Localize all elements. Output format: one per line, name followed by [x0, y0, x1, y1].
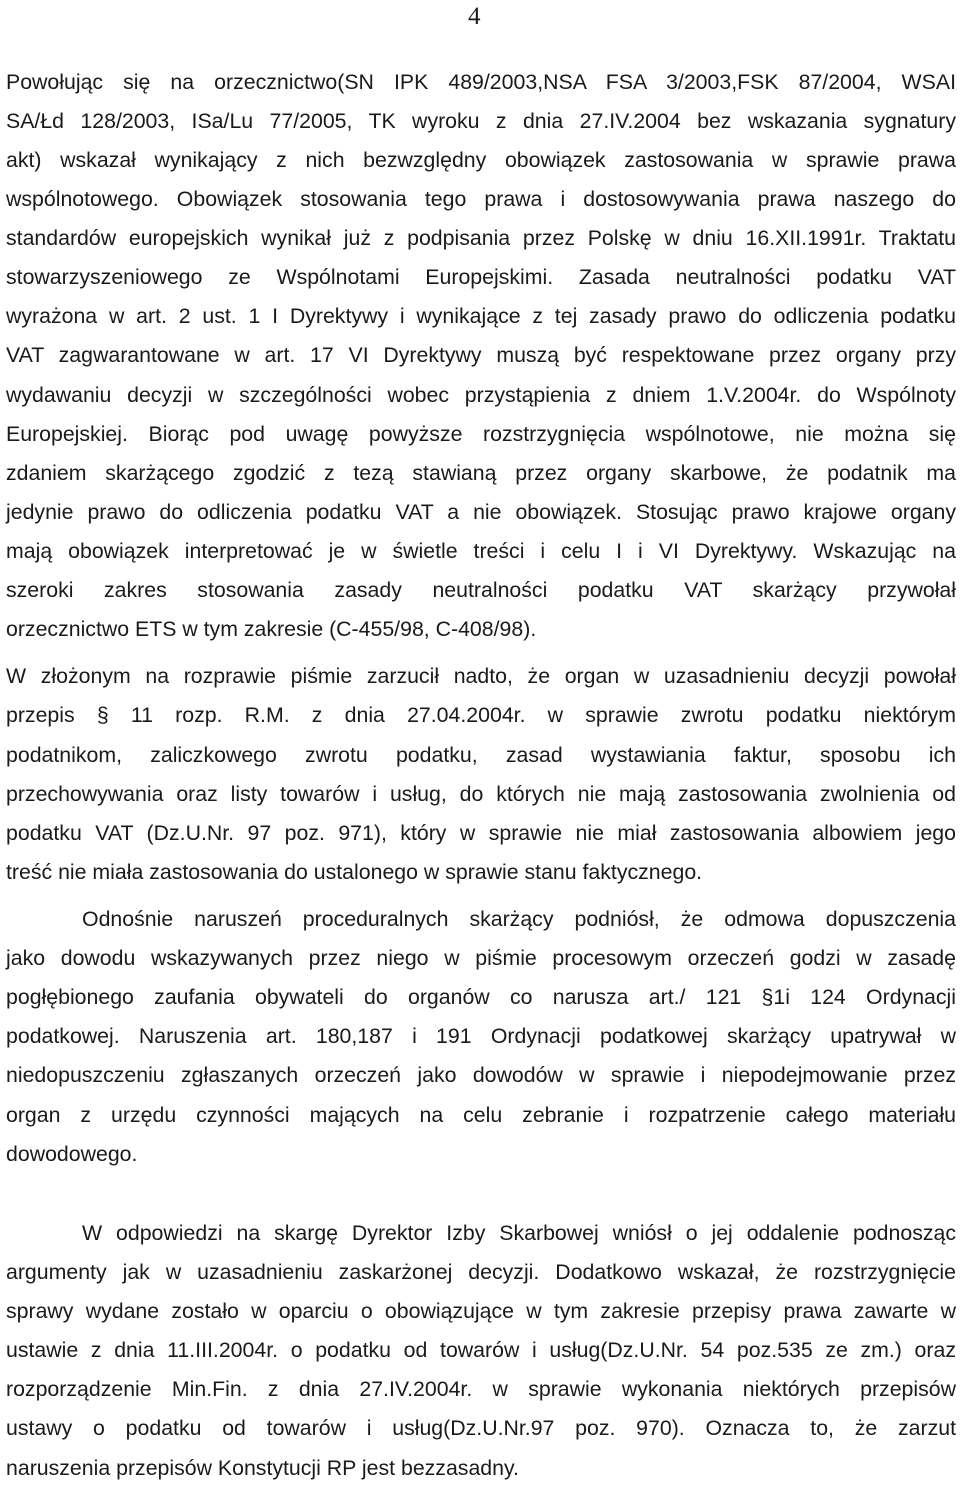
text-line: ustawy o podatku od towarów i usług(Dz.U.Nr.97 poz. 970). Oznacza to, że zarzut	[6, 1416, 956, 1440]
text-line: organ z urzędu czynności mających na celu zebranie i rozpatrzenie całego materiału	[6, 1103, 956, 1127]
text-line: W odpowiedzi na skargę Dyrektor Izby Skarbowej wniósł o jej oddalenie podnosząc	[82, 1221, 956, 1245]
text-line: jedynie prawo do odliczenia podatku VAT a nie obowiązek. Stosując prawo krajowe organy	[6, 500, 956, 524]
text-line: szeroki zakres stosowania zasady neutralności podatku VAT skarżący przywołał	[6, 578, 956, 602]
text-line: podatnikom, zaliczkowego zwrotu podatku, zasad wystawiania faktur, sposobu ich	[6, 743, 956, 767]
text-line: akt) wskazał wynikający z nich bezwzględny obowiązek zastosowania w sprawie prawa	[6, 148, 956, 172]
text-line: jako dowodu wskazywanych przez niego w piśmie procesowym orzeczeń godzi w zasadę	[6, 946, 956, 970]
text-line: podatku VAT (Dz.U.Nr. 97 poz. 971), który w sprawie nie miał zastosowania albowiem jego	[6, 821, 956, 845]
page-number: 4	[468, 3, 481, 30]
text-line: Odnośnie naruszeń proceduralnych skarżący podniósł, że odmowa dopuszczenia	[82, 907, 956, 931]
text-line: rozporządzenie Min.Fin. z dnia 27.IV.2004r. w sprawie wykonania niektórych przepisów	[6, 1377, 956, 1401]
text-line: Europejskiej. Biorąc pod uwagę powyższe rozstrzygnięcia wspólnotowe, nie można się	[6, 422, 956, 446]
text-line: zdaniem skarżącego zgodzić z tezą stawianą przez organy skarbowe, że podatnik ma	[6, 461, 956, 485]
text-line: wspólnotowego. Obowiązek stosowania tego prawa i dostosowywania prawa naszego do	[6, 187, 956, 211]
text-line: W złożonym na rozprawie piśmie zarzucił nadto, że organ w uzasadnieniu decyzji powołał	[6, 664, 956, 688]
text-line: wyrażona w art. 2 ust. 1 I Dyrektywy i wynikające z tej zasady prawo do odliczenia podatku	[6, 304, 956, 328]
text-line: pogłębionego zaufania obywateli do organów co narusza art./ 121 §1i 124 Ordynacji	[6, 985, 956, 1009]
text-line: stowarzyszeniowego ze Wspólnotami Europejskimi. Zasada neutralności podatku VAT	[6, 265, 956, 289]
text-line: naruszenia przepisów Konstytucji RP jest bezzasadny.	[6, 1456, 519, 1480]
text-line: dowodowego.	[6, 1142, 138, 1166]
text-line: podatkowej. Naruszenia art. 180,187 i 191 Ordynacji podatkowej skarżący upatrywał w	[6, 1024, 956, 1048]
text-line: SA/Łd 128/2003, ISa/Lu 77/2005, TK wyroku z dnia 27.IV.2004 bez wskazania sygnatury	[6, 109, 956, 133]
text-line: VAT zagwarantowane w art. 17 VI Dyrektywy muszą być respektowane przez organy przy	[6, 343, 956, 367]
text-line: ustawie z dnia 11.III.2004r. o podatku od towarów i usług(Dz.U.Nr. 54 poz.535 ze zm.) oraz	[6, 1338, 956, 1362]
text-line: treść nie miała zastosowania do ustalonego w sprawie stanu faktycznego.	[6, 860, 703, 884]
text-line: mają obowiązek interpretować je w świetle treści i celu I i VI Dyrektywy. Wskazując na	[6, 539, 956, 563]
text-line: sprawy wydane zostało w oparciu o obowiązujące w tym zakresie przepisy prawa zawarte w	[6, 1299, 956, 1323]
text-line: przechowywania oraz listy towarów i usług, do których nie mają zastosowania zwolnienia od	[6, 782, 956, 806]
text-line: przepis § 11 rozp. R.M. z dnia 27.04.2004r. w sprawie zwrotu podatku niektórym	[6, 703, 956, 727]
text-line: wydawaniu decyzji w szczególności wobec przystąpienia z dniem 1.V.2004r. do Wspólnoty	[6, 383, 956, 407]
text-line: standardów europejskich wynikał już z podpisania przez Polskę w dniu 16.XII.1991r. Traktatu	[6, 226, 956, 250]
text-line: niedopuszczeniu zgłaszanych orzeczeń jako dowodów w sprawie i niepodejmowanie przez	[6, 1063, 956, 1087]
text-line: Powołując się na orzecznictwo(SN IPK 489/2003,NSA FSA 3/2003,FSK 87/2004, WSAI	[6, 70, 956, 94]
text-line: argumenty jak w uzasadnieniu zaskarżonej decyzji. Dodatkowo wskazał, że rozstrzygnięcie	[6, 1260, 956, 1284]
text-line: orzecznictwo ETS w tym zakresie (C-455/98, C-408/98).	[6, 617, 537, 641]
